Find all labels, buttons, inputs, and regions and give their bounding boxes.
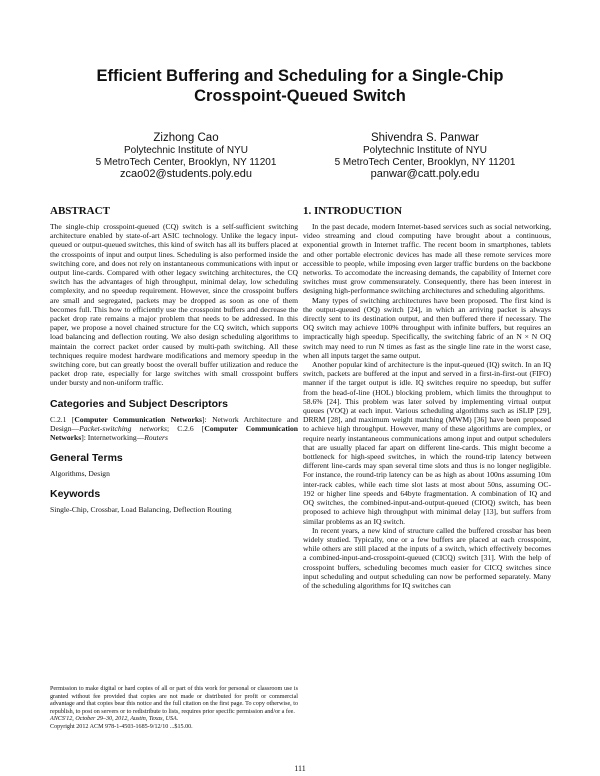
title-line-2: Crosspoint-Queued Switch [194,87,406,105]
author-block-1 [66,131,306,181]
intro-paragraph: In the past decade, modern Internet-based services such as social networking, video streaming and cloud computing have brought about a continuous, exponential growth in Internet traffic. The recent boom in smartphones, tablets and other portable electronic devices has made all these remote services more accessible to people, while imposing even larger traffic burdens on the backbone networks. To accomodate the increasing demands, the capability of Internet core switches must grow commensurately. Consequently, there has been interest in designing high-performance switching architectures and scheduling algorithms. [303,222,551,296]
categories-text [50,415,298,443]
abstract-heading: ABSTRACT [50,205,110,217]
author-address: 5 MetroTech Center, Brooklyn, NY 11201 [334,156,516,168]
category-italic: Packet-switching networks [79,423,167,433]
intro-paragraph: Many types of switching architectures have been proposed. The first kind is the output-queued (OQ) switch [24], in which an arriving packet is always directly sent to its destination output, and then buffered there if necessary. The OQ switch may achieve 100% throughput with infinite buffers, but requires an impractically high speedup. Specifically, the switching fabric of an N × N OQ switch may need to run N times as fast as the single line rate in the worst case, when all inputs target the same output. [303,295,551,360]
author-block-2 [305,131,545,181]
author-address: 5 MetroTech Center, Brooklyn, NY 11201 [95,156,277,168]
categories-heading: Categories and Subject Descriptors [50,397,228,410]
copyright-footnote [50,686,298,732]
category-italic: Routers [144,433,168,443]
category-rest: ]: Network Architecture and Design— [50,414,298,433]
category-bold: Computer Communication Networks [74,414,202,424]
author-name: Shivendra S. Panwar [370,132,480,144]
author-affiliation: Polytechnic Institute of NYU [124,145,248,156]
left-column [50,205,298,515]
keywords-heading: Keywords [50,488,101,501]
category-separator: ; C.2.6 [ [166,423,205,433]
category-code: C.2.1 [ [50,414,75,424]
author-affiliation: Polytechnic Institute of NYU [363,145,487,156]
author-email: zcao02@students.poly.edu [119,168,253,180]
keywords-text: Single-Chip, Crossbar, Load Balancing, Deflection Routing [50,505,232,515]
category-bold: Computer Communication Networks [50,423,298,443]
category-rest: ]: Internetworking— [81,433,145,443]
author-email: panwar@catt.poly.edu [370,168,480,180]
paper-title [40,66,560,106]
title-line-1: Efficient Buffering and Scheduling for a Single-Chip [96,67,504,85]
page-number: 111 [294,764,306,773]
permission-text: Permission to make digital or hard copies of all or part of this work for personal or classroom use is granted without fee provided that copies are not made or distributed for profit or commercial advantage and that copies bear this notice and the full citation on the first page. To copy otherwise, to republish, to post on servers or to redistribute to lists, requires prior specific permission and/or a fee. [50,686,298,715]
general-terms-text: Algorithms, Design [50,469,110,479]
intro-paragraph: In recent years, a new kind of structure called the buffered crossbar has been widely studied. Typically, one or a few buffers are placed at each crosspoint, while others are still placed at the inputs of a switch, which effectively becomes a combined-input-and-crosspoint-queued (CICQ) switch [31]. With the help of crosspoint buffers, scheduling becomes much easier for CICQ switches since input scheduling and output scheduling can now be performed separately. Many of the scheduling algorithms for IQ switches can [303,525,551,590]
author-name: Zizhong Cao [153,132,219,144]
venue-line: ANCS'12, October 29–30, 2012, Austin, Texas, USA. [50,716,179,723]
introduction-heading: 1. INTRODUCTION [303,205,403,217]
general-terms-heading: General Terms [50,452,123,465]
copyright-line: Copyright 2012 ACM 978-1-4503-1685-9/12/10 ...$15.00. [50,723,193,730]
intro-paragraph: Another popular kind of architecture is the input-queued (IQ) switch. In an IQ switch, packets are buffered at the input and served in a first-in-first-out (FIFO) manner if the target output is idle. IQ switches require no speedup, but suffer from the head-of-line (HOL) blocking problem, which limits the throughput to 58.6% [24]. This problem was later solved by implementing virtual output queues (VOQ) at each input. Various scheduling algorithms such as iSLIP [29], DRRM [28], and maximum weight matching (MWM) [36] have been proposed to achieve high throughput. However, many of these algorithms are complex, or require nearly instantaneous communications among input and output schedulers that are usually placed far apart on different line-cards. This might become a bottleneck for high-speed switches, in which the round-trip latency between different line-cards may span several time slots and thus is no longer negligible. For instance, the round-trip latency can be as high as about 100ns assuming 10m inter-rack cables, while each time slot lasts at most about 50ns, assuming OC-192 or higher line speeds and 64byte fragmentation. A combination of IQ and OQ switches, the combined-input-and-output-queued (CIOQ) switch, has been proposed to achieve high throughput with minimal delay [13], but suffers from similar problems as an IQ switch. [303,360,551,526]
right-column [303,205,551,590]
abstract-text: The single-chip crosspoint-queued (CQ) switch is a self-sufficient switching architecture enabled by state-of-art ASIC technology. Unlike the legacy input-queued or output-queued switches, this kind of switch has all its buffers placed at the crosspoints of input and output lines. Scheduling is also performed inside the switching core, and does not rely on instantaneous communications with input or output line-cards. Compared with other legacy switching architectures, the CQ switch has the advantages of high throughput, minimal delay, low scheduling complexity, and no speedup requirement. However, since the crosspoint buffers are small and segregated, packets may be dropped as soon as one of them becomes full. This how to efficiently use the crosspoint buffers and decrease the packet drop rate remains a major problem that needs to be addressed. In this paper, we propose a novel chained structure for the CQ switch, which supports load balancing and deflection routing. We also design scheduling algorithms to maintain the correct packet order caused by multi-path switching. All these techniques require modest hardware modifications and memory speedup in the switching core, but can greatly boost the overall buffer utilization and reduce the packet drop rate, especially for large switches with small crosspoint buffers under bursty and non-uniform traffic. [50,222,298,388]
